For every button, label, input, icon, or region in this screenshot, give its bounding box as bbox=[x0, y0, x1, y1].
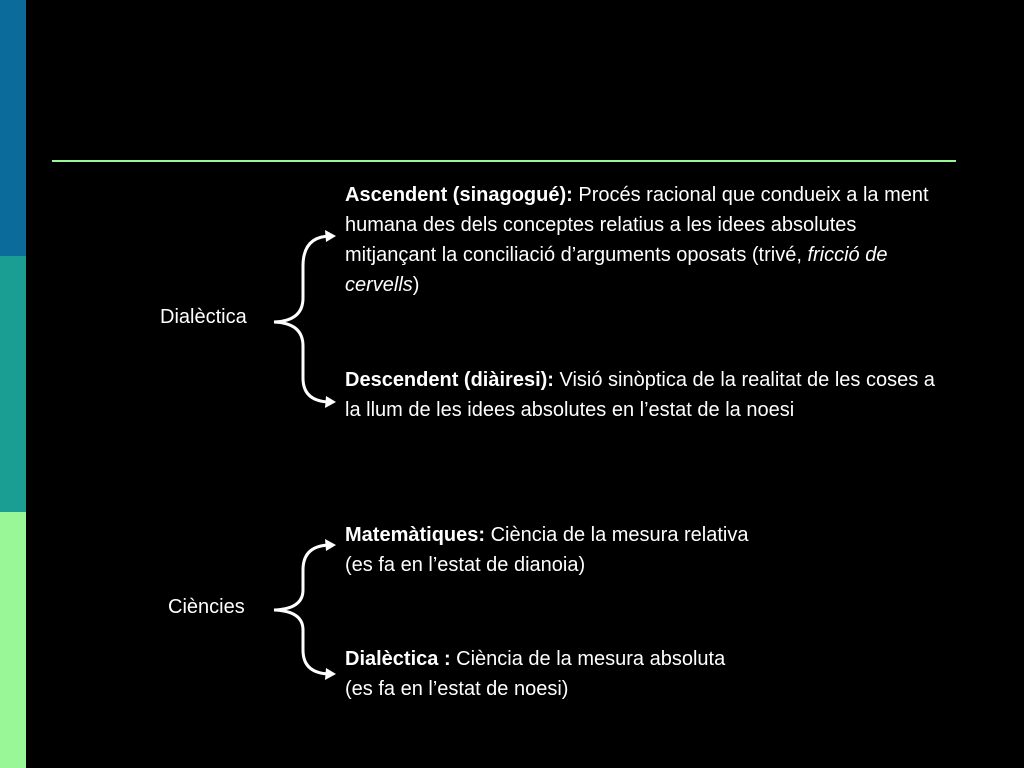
group-label-dialectica: Dialèctica bbox=[160, 306, 247, 328]
entry-italic: fricció de cervells bbox=[345, 244, 888, 296]
entry-term: Ascendent (sinagogué): bbox=[345, 184, 573, 206]
entry-term: Dialèctica : bbox=[345, 648, 451, 670]
sidebar-band-bottom bbox=[0, 512, 26, 768]
entry-line2: (es fa en l’estat de noesi) bbox=[345, 678, 569, 700]
entry-tail: ) bbox=[412, 274, 420, 296]
title-divider bbox=[52, 160, 956, 162]
entry-ascendent bbox=[345, 180, 945, 300]
sidebar-band-middle bbox=[0, 256, 26, 512]
entry-text: Ciència de la mesura relativa bbox=[485, 524, 749, 546]
group-label-ciencies: Ciències bbox=[168, 596, 245, 618]
entry-dialectica-ciencia bbox=[345, 644, 945, 704]
entry-matematiques bbox=[345, 520, 945, 580]
entry-term: Matemàtiques: bbox=[345, 524, 486, 546]
entry-text: Procés racional que condueix a la ment humana des dels conceptes relatius a les idees absolutes mitjançant la conciliació d’arguments oposats (trivé, bbox=[345, 184, 929, 266]
entry-term: Descendent (diàiresi): bbox=[345, 369, 554, 391]
entry-line2: (es fa en l’estat de dianoia) bbox=[345, 554, 586, 576]
brace-arrows-icon bbox=[268, 226, 348, 426]
brace-arrows-icon bbox=[268, 535, 348, 685]
entry-descendent bbox=[345, 365, 945, 425]
entry-text: Ciència de la mesura absoluta bbox=[450, 648, 726, 670]
sidebar-band-top bbox=[0, 0, 26, 256]
entry-text: Visió sinòptica de la realitat de les coses a la llum de les idees absolutes en l’estat de la noesi bbox=[345, 369, 935, 421]
